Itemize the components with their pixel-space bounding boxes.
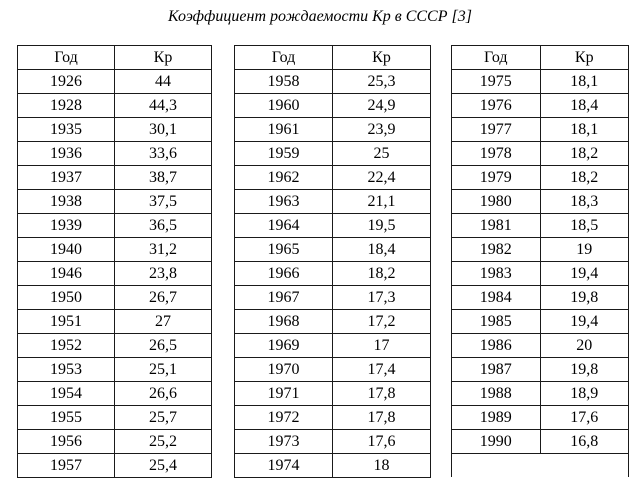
birth-rate-table-1: [17, 45, 212, 478]
birth-rate-cell: 19,4: [540, 310, 628, 334]
table-row: [235, 166, 431, 190]
year-cell: 1984: [452, 286, 541, 310]
birth-rate-cell: 19,5: [333, 214, 431, 238]
birth-rate-cell: 24,9: [333, 94, 431, 118]
birth-rate-cell: 22,4: [333, 166, 431, 190]
birth-rate-cell: 25,2: [115, 430, 212, 454]
birth-rate-cell: 25,1: [115, 358, 212, 382]
year-cell: 1967: [235, 286, 333, 310]
table-row: [18, 334, 212, 358]
birth-rate-cell: 26,5: [115, 334, 212, 358]
table-row: [18, 214, 212, 238]
table-row: [18, 454, 212, 478]
year-cell: 1988: [452, 382, 541, 406]
table-row: [235, 310, 431, 334]
table-row: [452, 286, 629, 310]
table-row: [235, 238, 431, 262]
table-row: [235, 214, 431, 238]
year-cell: 1980: [452, 190, 541, 214]
year-cell: 1966: [235, 262, 333, 286]
table-row: [18, 358, 212, 382]
birth-rate-cell: 17,3: [333, 286, 431, 310]
birth-rate-cell: 25,3: [333, 70, 431, 94]
empty-cell: [452, 454, 541, 478]
birth-rate-cell: 17,6: [333, 430, 431, 454]
birth-rate-cell: 27: [115, 310, 212, 334]
year-cell: 1965: [235, 238, 333, 262]
birth-rate-cell: 18,5: [540, 214, 628, 238]
year-cell: 1962: [235, 166, 333, 190]
year-column-header: Год: [18, 46, 115, 70]
year-cell: 1972: [235, 406, 333, 430]
birth-rate-cell: 23,8: [115, 262, 212, 286]
table-row: [452, 382, 629, 406]
birth-rate-cell: 17,2: [333, 310, 431, 334]
birth-rate-cell: 21,1: [333, 190, 431, 214]
table-header-row: [235, 46, 431, 70]
birth-rate-cell: 25,4: [115, 454, 212, 478]
birth-rate-cell: 18,4: [333, 238, 431, 262]
year-cell: 1978: [452, 142, 541, 166]
table-row: [235, 142, 431, 166]
birth-rate-table-3: [451, 45, 629, 477]
table-row: [452, 358, 629, 382]
year-cell: 1971: [235, 382, 333, 406]
table-row: [235, 262, 431, 286]
birth-rate-cell: 37,5: [115, 190, 212, 214]
birth-rate-cell: 44,3: [115, 94, 212, 118]
table-row: [18, 190, 212, 214]
table-row: [452, 190, 629, 214]
empty-table-row: [452, 454, 629, 478]
birth-rate-cell: 26,7: [115, 286, 212, 310]
table-row: [452, 166, 629, 190]
birth-rate-cell: 25: [333, 142, 431, 166]
year-cell: 1959: [235, 142, 333, 166]
year-column-header: Год: [452, 46, 541, 70]
year-cell: 1956: [18, 430, 115, 454]
table-header-row: [18, 46, 212, 70]
birth-rate-cell: 30,1: [115, 118, 212, 142]
birth-rate-table-2: [234, 45, 431, 478]
year-cell: 1936: [18, 142, 115, 166]
year-cell: 1964: [235, 214, 333, 238]
value-column-header: Кр: [540, 46, 628, 70]
year-cell: 1990: [452, 430, 541, 454]
year-cell: 1961: [235, 118, 333, 142]
birth-rate-cell: 19,8: [540, 358, 628, 382]
table-row: [235, 190, 431, 214]
birth-rate-cell: 18,1: [540, 118, 628, 142]
birth-rate-cell: 25,7: [115, 406, 212, 430]
year-cell: 1982: [452, 238, 541, 262]
birth-rate-cell: 36,5: [115, 214, 212, 238]
year-cell: 1970: [235, 358, 333, 382]
table-row: [235, 382, 431, 406]
table-row: [235, 454, 431, 478]
table-row: [235, 94, 431, 118]
birth-rate-cell: 18: [333, 454, 431, 478]
year-cell: 1957: [18, 454, 115, 478]
year-cell: 1977: [452, 118, 541, 142]
table-header-row: [452, 46, 629, 70]
birth-rate-cell: 18,2: [333, 262, 431, 286]
table-row: [235, 406, 431, 430]
table-row: [452, 334, 629, 358]
birth-rate-cell: 44: [115, 70, 212, 94]
value-column-header: Кр: [115, 46, 212, 70]
year-cell: 1979: [452, 166, 541, 190]
year-cell: 1950: [18, 286, 115, 310]
year-cell: 1926: [18, 70, 115, 94]
table-row: [18, 430, 212, 454]
year-cell: 1954: [18, 382, 115, 406]
table-row: [18, 166, 212, 190]
year-cell: 1981: [452, 214, 541, 238]
year-cell: 1985: [452, 310, 541, 334]
year-cell: 1951: [18, 310, 115, 334]
year-cell: 1969: [235, 334, 333, 358]
year-cell: 1952: [18, 334, 115, 358]
birth-rate-cell: 18,1: [540, 70, 628, 94]
birth-rate-cell: 17,8: [333, 406, 431, 430]
value-column-header: Кр: [333, 46, 431, 70]
birth-rate-tables: [17, 45, 629, 481]
birth-rate-cell: 33,6: [115, 142, 212, 166]
year-cell: 1974: [235, 454, 333, 478]
birth-rate-cell: 17,6: [540, 406, 628, 430]
year-cell: 1973: [235, 430, 333, 454]
empty-cell: [540, 454, 628, 478]
table-row: [18, 262, 212, 286]
birth-rate-cell: 18,2: [540, 166, 628, 190]
birth-rate-cell: 19,4: [540, 262, 628, 286]
table-row: [18, 94, 212, 118]
birth-rate-cell: 18,9: [540, 382, 628, 406]
table-row: [18, 310, 212, 334]
table-row: [235, 358, 431, 382]
table-row: [235, 334, 431, 358]
table-row: [235, 430, 431, 454]
table-row: [18, 238, 212, 262]
birth-rate-cell: 38,7: [115, 166, 212, 190]
birth-rate-cell: 19,8: [540, 286, 628, 310]
year-cell: 1939: [18, 214, 115, 238]
table-row: [452, 406, 629, 430]
year-cell: 1987: [452, 358, 541, 382]
year-cell: 1976: [452, 94, 541, 118]
table-row: [18, 70, 212, 94]
year-cell: 1935: [18, 118, 115, 142]
table-row: [452, 214, 629, 238]
year-cell: 1986: [452, 334, 541, 358]
table-row: [18, 406, 212, 430]
table-row: [452, 238, 629, 262]
birth-rate-cell: 18,2: [540, 142, 628, 166]
birth-rate-cell: 23,9: [333, 118, 431, 142]
year-cell: 1983: [452, 262, 541, 286]
birth-rate-cell: 18,4: [540, 94, 628, 118]
table-row: [452, 430, 629, 454]
table-row: [235, 118, 431, 142]
year-cell: 1955: [18, 406, 115, 430]
year-cell: 1940: [18, 238, 115, 262]
year-cell: 1937: [18, 166, 115, 190]
birth-rate-cell: 18,3: [540, 190, 628, 214]
year-cell: 1928: [18, 94, 115, 118]
birth-rate-cell: 20: [540, 334, 628, 358]
table-row: [18, 382, 212, 406]
table-caption: Коэффициент рождаемости Кр в СССР [3]: [168, 8, 472, 25]
year-cell: 1968: [235, 310, 333, 334]
year-cell: 1975: [452, 70, 541, 94]
table-row: [452, 262, 629, 286]
year-cell: 1963: [235, 190, 333, 214]
table-row: [235, 286, 431, 310]
table-row: [452, 310, 629, 334]
birth-rate-cell: 17: [333, 334, 431, 358]
table-row: [452, 142, 629, 166]
year-cell: 1960: [235, 94, 333, 118]
birth-rate-cell: 16,8: [540, 430, 628, 454]
table-row: [452, 94, 629, 118]
birth-rate-cell: 26,6: [115, 382, 212, 406]
year-cell: 1989: [452, 406, 541, 430]
year-cell: 1958: [235, 70, 333, 94]
year-cell: 1938: [18, 190, 115, 214]
table-row: [452, 70, 629, 94]
birth-rate-cell: 17,4: [333, 358, 431, 382]
table-row: [452, 118, 629, 142]
table-row: [18, 142, 212, 166]
birth-rate-cell: 19: [540, 238, 628, 262]
birth-rate-cell: 31,2: [115, 238, 212, 262]
table-row: [235, 70, 431, 94]
year-cell: 1953: [18, 358, 115, 382]
table-row: [18, 118, 212, 142]
year-cell: 1946: [18, 262, 115, 286]
table-row: [18, 286, 212, 310]
year-column-header: Год: [235, 46, 333, 70]
birth-rate-cell: 17,8: [333, 382, 431, 406]
